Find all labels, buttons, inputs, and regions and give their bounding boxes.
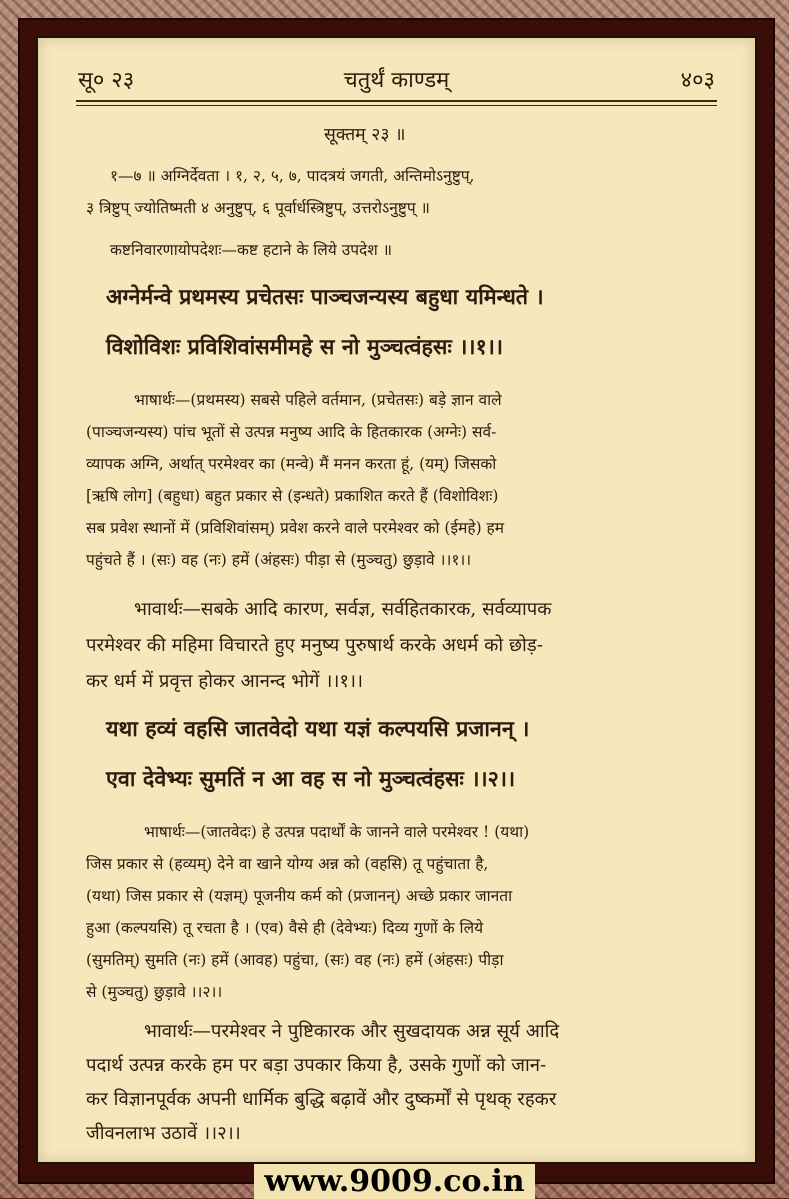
bhashartha-line: हुआ (कल्पयसि) तू रचता है । (एव) वैसे ही (देवेभ्यः) दिव्य गुणों के लिये [86, 916, 483, 938]
bhashartha-line: (सुमतिम्) सुमति (नः) हमें (आवह) पहुंचा, (सः) वह (नः) हमें (अंहसः) पीड़ा [86, 948, 503, 970]
bhavartha-line: जीवनलाभ उठावें ।।२।। [86, 1120, 241, 1145]
page-header [78, 64, 715, 96]
header-rule [76, 100, 717, 106]
bhashartha-line: भाषार्थः—(जातवेदः) हे उत्पन्न पदार्थों के जानने वाले परमेश्वर ! (यथा) [144, 820, 529, 842]
mantra-line: विशोविशः प्रविशिवांसमीमहे स नो मुञ्चत्वंहसः ।।१।। [106, 332, 503, 361]
mantra-line: यथा हव्यं वहसि जातवेदो यथा यज्ञं कल्पयसि प्रजानन् । [106, 714, 529, 743]
bhavartha-line: कर विज्ञानपूर्वक अपनी धार्मिक बुद्धि बढ़ावें और दुष्कर्मों से पृथक् रहकर [86, 1086, 556, 1111]
bhashartha-line: व्यापक अग्नि, अर्थात् परमेश्वर का (मन्वे) मैं मनन करता हूं, (यम्) जिसको [86, 452, 496, 474]
bhavartha-line: पदार्थ उत्पन्न करके हम पर बड़ा उपकार किया है, उसके गुणों को जान- [86, 1052, 546, 1077]
mantra-line: एवा देवेभ्यः सुमतिं न आ वह स नो मुञ्चत्वंहसः ।।२।। [106, 764, 515, 793]
bhavartha-line: भावार्थः—सबके आदि कारण, सर्वज्ञ, सर्वहितकारक, सर्वव्यापक [134, 596, 551, 621]
bhashartha-line: (पाञ्चजन्यस्य) पांच भूतों से उत्पन्न मनुष्य आदि के हितकारक (अग्नेः) सर्व- [86, 420, 496, 442]
website-footer [0, 1164, 789, 1198]
kanda-title: चतुर्थं काण्डम् [78, 64, 715, 94]
page-number: ४०३ [681, 64, 715, 94]
bhavartha-line: भावार्थः—परमेश्वर ने पुष्टिकारक और सुखदायक अन्न सूर्य आदि [144, 1018, 559, 1043]
book-page [36, 36, 757, 1164]
meta-line: १—७ ॥ अग्निर्देवता । १, २, ५, ७, पादत्रयं जगती, अन्तिमोऽनुष्टुप्, [110, 164, 474, 186]
sukta-number: सू० २३ [78, 64, 134, 94]
website-url: www.9009.co.in [254, 1164, 534, 1199]
mantra-line: अग्नेर्मन्वे प्रथमस्य प्रचेतसः पाञ्चजन्यस्य बहुधा यमिन्धते । [106, 282, 544, 311]
bhavartha-line: कर धर्म में प्रवृत्त होकर आनन्द भोगें ।।१।। [86, 668, 363, 693]
bhashartha-line: सब प्रवेश स्थानों में (प्रविशिवांसम्) प्रवेश करने वाले परमेश्वर को (ईमहे) हम [86, 516, 504, 538]
meta-line: ३ त्रिष्टुप् ज्योतिष्मती ४ अनुष्टुप्, ६ पूर्वार्धस्त्रिष्टुप्, उत्तरोऽनुष्टुप् ॥ [86, 196, 430, 218]
bhashartha-line: पहुंचते हैं । (सः) वह (नः) हमें (अंहसः) पीड़ा से (मुञ्चतु) छुड़ावे ।।१।। [86, 548, 471, 570]
topic-line: कष्टनिवारणायोपदेशः—कष्ट हटाने के लिये उपदेश ॥ [110, 238, 392, 260]
sukta-title: सूक्तम् २३ ॥ [324, 122, 405, 146]
bhavartha-line: परमेश्वर की महिमा विचारते हुए मनुष्य पुरुषार्थ करके अधर्म को छोड़- [86, 632, 543, 657]
bhashartha-line: भाषार्थः—(प्रथमस्य) सबसे पहिले वर्तमान, (प्रचेतसः) बड़े ज्ञान वाले [134, 388, 502, 410]
bhashartha-line: [ऋषि लोग] (बहुधा) बहुत प्रकार से (इन्धते) प्रकाशित करते हैं (विशोविशः) [86, 484, 498, 506]
bhashartha-line: से (मुञ्चतु) छुड़ावे ।।२।। [86, 980, 222, 1002]
bhashartha-line: (यथा) जिस प्रकार से (यज्ञम्) पूजनीय कर्म को (प्रजानन्) अच्छे प्रकार जानता [86, 884, 512, 906]
bhashartha-line: जिस प्रकार से (हव्यम्) देने वा खाने योग्य अन्न को (वहसि) तू पहुंचाता है, [86, 852, 488, 874]
